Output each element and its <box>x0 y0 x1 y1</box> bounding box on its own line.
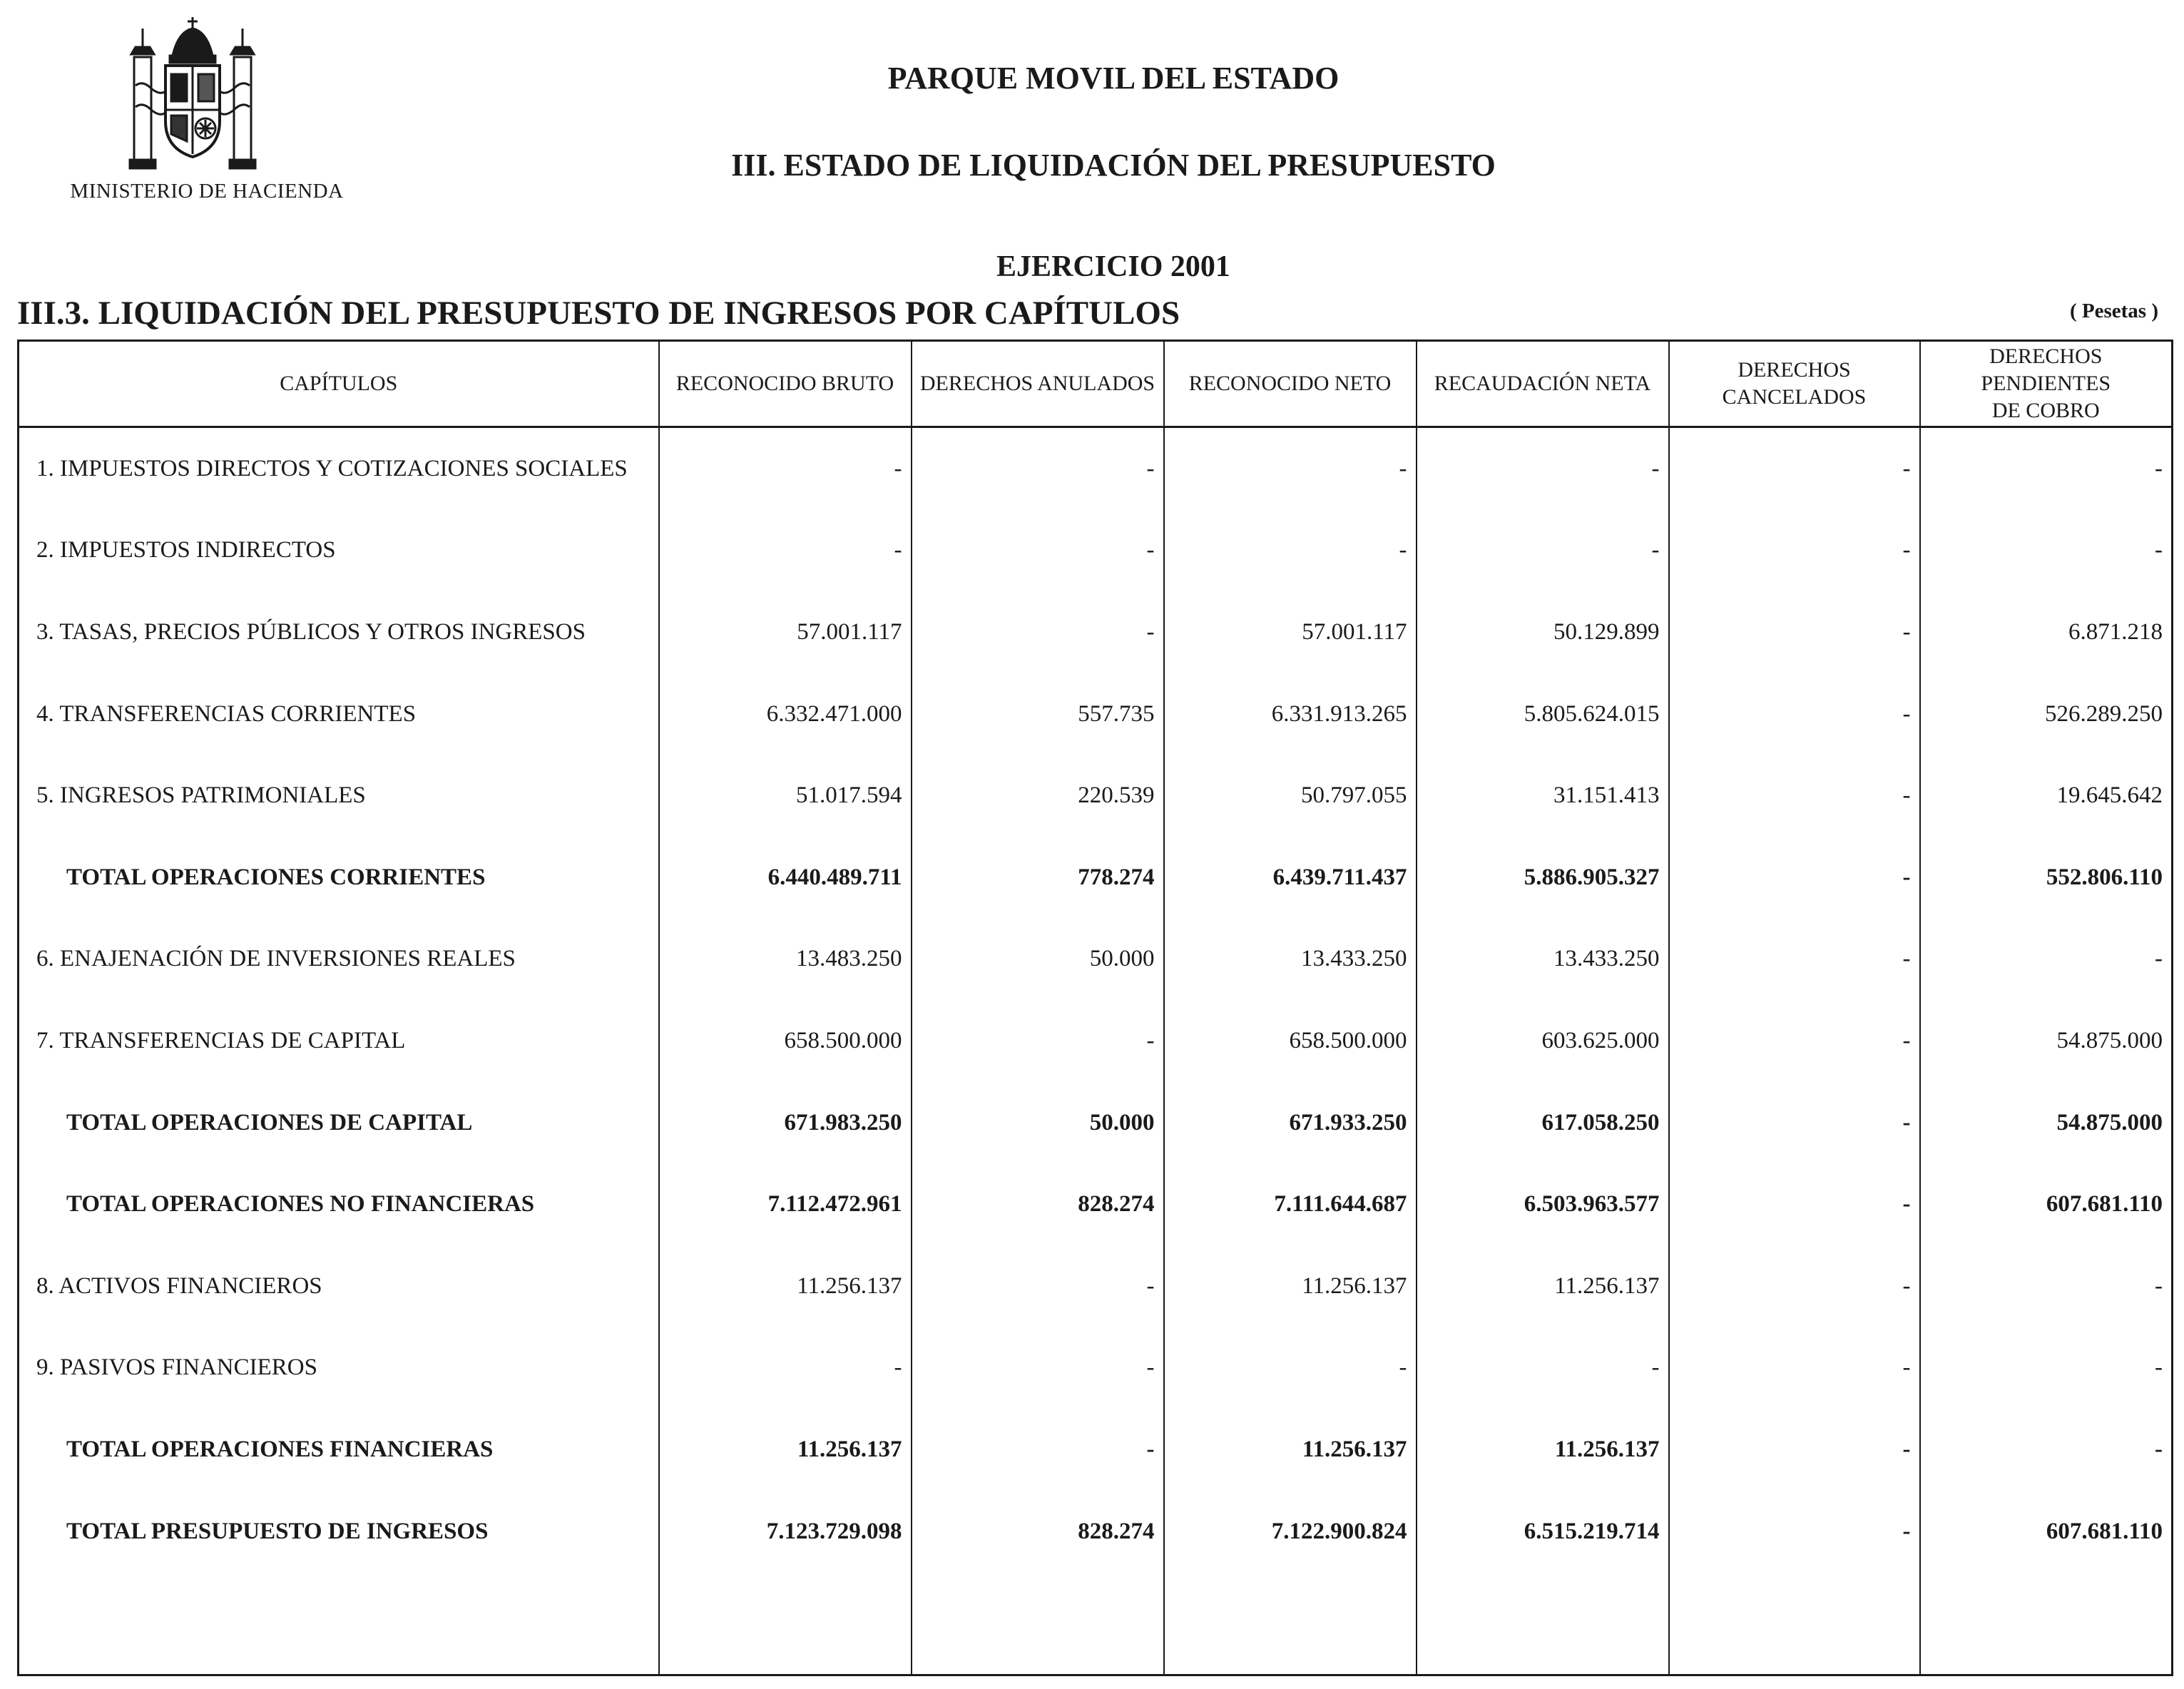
cell-value: 607.681.110 <box>1920 1163 2173 1245</box>
cell-value: - <box>1669 1409 1920 1491</box>
row-label: TOTAL PRESUPUESTO DE INGRESOS <box>19 1491 659 1573</box>
cell-value: 5.805.624.015 <box>1417 673 1669 755</box>
cell-value: - <box>1920 1327 2173 1409</box>
row-label: TOTAL OPERACIONES CORRIENTES <box>19 837 659 919</box>
row-label: 9. PASIVOS FINANCIEROS <box>19 1327 659 1409</box>
cell-value: 11.256.137 <box>1417 1245 1669 1327</box>
cell-value: - <box>1417 1327 1669 1409</box>
cell-value: 11.256.137 <box>1164 1409 1417 1491</box>
table-row <box>19 755 2173 837</box>
cell-value: - <box>1920 510 2173 592</box>
cell-value: 557.735 <box>912 673 1164 755</box>
cell-value: 828.274 <box>912 1491 1164 1573</box>
cell-value: - <box>1669 591 1920 673</box>
cell-value: 50.129.899 <box>1417 591 1669 673</box>
cell-value: 54.875.000 <box>1920 1082 2173 1164</box>
page-title: III.3. LIQUIDACIÓN DEL PRESUPUESTO DE INGRESOS POR CAPÍTULOS <box>17 295 1180 332</box>
row-label: 3. TASAS, PRECIOS PÚBLICOS Y OTROS INGRESOS <box>19 591 659 673</box>
row-label: 2. IMPUESTOS INDIRECTOS <box>19 510 659 592</box>
cell-value: 13.433.250 <box>1417 919 1669 1001</box>
cell-value: - <box>659 510 912 592</box>
empty-cell <box>1417 1572 1669 1675</box>
cell-value: - <box>912 510 1164 592</box>
cell-value: - <box>659 1327 912 1409</box>
cell-value: - <box>1920 1245 2173 1327</box>
cell-value: 57.001.117 <box>1164 591 1417 673</box>
cell-value: 50.797.055 <box>1164 755 1417 837</box>
cell-value: 603.625.000 <box>1417 1000 1669 1082</box>
empty-cell <box>1669 1572 1920 1675</box>
cell-value: - <box>659 427 912 510</box>
cell-value: - <box>1920 427 2173 510</box>
cell-value: - <box>1669 510 1920 592</box>
cell-value: 671.983.250 <box>659 1082 912 1164</box>
empty-cell <box>659 1572 912 1675</box>
row-label: 7. TRANSFERENCIAS DE CAPITAL <box>19 1000 659 1082</box>
cell-value: 11.256.137 <box>1417 1409 1669 1491</box>
cell-value: 11.256.137 <box>659 1409 912 1491</box>
table-row <box>19 427 2173 510</box>
cell-value: - <box>912 1409 1164 1491</box>
currency-note: ( Pesetas ) <box>2069 300 2158 322</box>
cell-value: - <box>1669 427 1920 510</box>
cell-value: 11.256.137 <box>1164 1245 1417 1327</box>
cell-value: - <box>1669 1491 1920 1573</box>
table-total-row <box>19 1409 2173 1491</box>
column-header: DERECHOS CANCELADOS <box>1669 341 1920 427</box>
cell-value: - <box>1164 427 1417 510</box>
cell-value: - <box>912 1245 1164 1327</box>
cell-value: - <box>1669 1163 1920 1245</box>
cell-value: 220.539 <box>912 755 1164 837</box>
row-label: 4. TRANSFERENCIAS CORRIENTES <box>19 673 659 755</box>
cell-value: 7.122.900.824 <box>1164 1491 1417 1573</box>
cell-value: - <box>1669 1082 1920 1164</box>
column-header: RECONOCIDO NETO <box>1164 341 1417 427</box>
cell-value: 13.483.250 <box>659 919 912 1001</box>
cell-value: - <box>1669 1327 1920 1409</box>
cell-value: 50.000 <box>912 919 1164 1001</box>
empty-cell <box>1164 1572 1417 1675</box>
cell-value: 6.332.471.000 <box>659 673 912 755</box>
column-header: RECAUDACIÓN NETA <box>1417 341 1669 427</box>
cell-value: - <box>1920 919 2173 1001</box>
table-row <box>19 591 2173 673</box>
cell-value: - <box>912 1000 1164 1082</box>
column-header: RECONOCIDO BRUTO <box>659 341 912 427</box>
row-label: 6. ENAJENACIÓN DE INVERSIONES REALES <box>19 919 659 1001</box>
cell-value: 19.645.642 <box>1920 755 2173 837</box>
cell-value: - <box>1669 1245 1920 1327</box>
cell-value: 5.886.905.327 <box>1417 837 1669 919</box>
cell-value: 13.433.250 <box>1164 919 1417 1001</box>
cell-value: - <box>1164 1327 1417 1409</box>
cell-value: 778.274 <box>912 837 1164 919</box>
cell-value: - <box>1669 673 1920 755</box>
table-row <box>19 919 2173 1001</box>
table-total-row <box>19 837 2173 919</box>
empty-cell <box>1920 1572 2173 1675</box>
cell-value: - <box>1920 1409 2173 1491</box>
cell-value: - <box>912 591 1164 673</box>
table-total-row <box>19 1082 2173 1164</box>
cell-value: 6.439.711.437 <box>1164 837 1417 919</box>
cell-value: 7.112.472.961 <box>659 1163 912 1245</box>
organization-title: PARQUE MOVIL DEL ESTADO <box>887 61 1340 96</box>
row-label: 5. INGRESOS PATRIMONIALES <box>19 755 659 837</box>
cell-value: 6.503.963.577 <box>1417 1163 1669 1245</box>
row-label: 8. ACTIVOS FINANCIEROS <box>19 1245 659 1327</box>
cell-value: 6.871.218 <box>1920 591 2173 673</box>
cell-value: - <box>912 427 1164 510</box>
cell-value: 7.111.644.687 <box>1164 1163 1417 1245</box>
cell-value: 51.017.594 <box>659 755 912 837</box>
table-total-row <box>19 1163 2173 1245</box>
table-row <box>19 1327 2173 1409</box>
row-label: TOTAL OPERACIONES DE CAPITAL <box>19 1082 659 1164</box>
cell-value: 617.058.250 <box>1417 1082 1669 1164</box>
cell-value: 658.500.000 <box>1164 1000 1417 1082</box>
cell-value: 607.681.110 <box>1920 1491 2173 1573</box>
cell-value: 658.500.000 <box>659 1000 912 1082</box>
cell-value: 54.875.000 <box>1920 1000 2173 1082</box>
cell-value: 50.000 <box>912 1082 1164 1164</box>
table-total-row <box>19 1491 2173 1573</box>
row-label: TOTAL OPERACIONES NO FINANCIERAS <box>19 1163 659 1245</box>
cell-value: - <box>1417 510 1669 592</box>
table-header-row <box>19 341 2173 427</box>
cell-value: 671.933.250 <box>1164 1082 1417 1164</box>
income-liquidation-table <box>17 340 2173 1676</box>
empty-cell <box>912 1572 1164 1675</box>
ministry-name: MINISTERIO DE HACIENDA <box>70 180 344 203</box>
cell-value: 6.515.219.714 <box>1417 1491 1669 1573</box>
cell-value: - <box>1669 837 1920 919</box>
row-label: 1. IMPUESTOS DIRECTOS Y COTIZACIONES SOCIALES <box>19 427 659 510</box>
cell-value: 7.123.729.098 <box>659 1491 912 1573</box>
cell-value: 31.151.413 <box>1417 755 1669 837</box>
cell-value: - <box>1669 919 1920 1001</box>
fiscal-year: EJERCICIO 2001 <box>996 250 1230 283</box>
section-title: III. ESTADO DE LIQUIDACIÓN DEL PRESUPUESTO <box>731 148 1496 183</box>
table-row <box>19 1245 2173 1327</box>
column-header: CAPÍTULOS <box>19 341 659 427</box>
column-header: DERECHOS PENDIENTES DE COBRO <box>1920 341 2173 427</box>
cell-value: 526.289.250 <box>1920 673 2173 755</box>
row-label: TOTAL OPERACIONES FINANCIERAS <box>19 1409 659 1491</box>
table-row <box>19 1000 2173 1082</box>
cell-value: - <box>1669 755 1920 837</box>
cell-value: - <box>1669 1000 1920 1082</box>
cell-value: - <box>1164 510 1417 592</box>
cell-value: 6.440.489.711 <box>659 837 912 919</box>
cell-value: - <box>912 1327 1164 1409</box>
table-row <box>19 673 2173 755</box>
cell-value: 552.806.110 <box>1920 837 2173 919</box>
table-row <box>19 510 2173 592</box>
empty-cell <box>19 1572 659 1675</box>
cell-value: 57.001.117 <box>659 591 912 673</box>
cell-value: 828.274 <box>912 1163 1164 1245</box>
cell-value: 6.331.913.265 <box>1164 673 1417 755</box>
column-header: DERECHOS ANULADOS <box>912 341 1164 427</box>
cell-value: - <box>1417 427 1669 510</box>
cell-value: 11.256.137 <box>659 1245 912 1327</box>
table-filler-row <box>19 1572 2173 1675</box>
